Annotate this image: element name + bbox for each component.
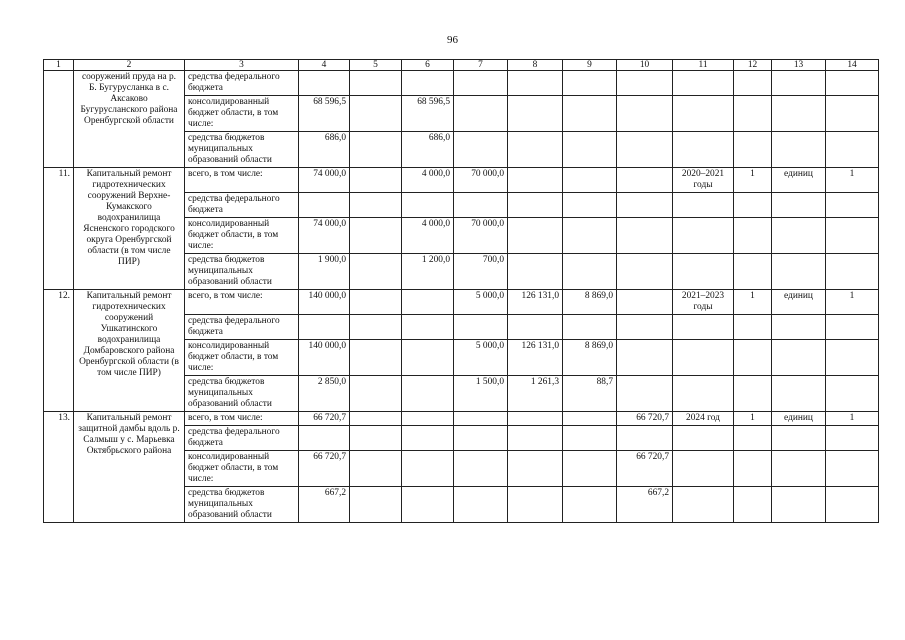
amount-c6-cell	[402, 426, 454, 451]
empty-cell	[454, 96, 508, 132]
period-cell: 2021–2023 годы	[673, 290, 734, 315]
amount-c9-cell: 8 869,0	[563, 290, 617, 315]
amount-c10-cell	[617, 254, 673, 290]
empty-cell	[826, 218, 879, 254]
amount-c4-cell: 667,2	[299, 487, 350, 523]
amount-c9-cell	[563, 193, 617, 218]
amount-c8-cell	[508, 218, 563, 254]
empty-cell	[772, 193, 826, 218]
empty-cell	[826, 132, 879, 168]
funding-source-cell: средства бюджетов муниципальных образований области	[185, 254, 299, 290]
amount-c8-cell	[508, 254, 563, 290]
amount-c8-cell	[508, 412, 563, 426]
amount-c5-cell	[350, 290, 402, 315]
amount-c7-cell	[454, 426, 508, 451]
amount-c9-cell	[563, 451, 617, 487]
amount-c9-cell	[563, 218, 617, 254]
amount-c7-cell: 5 000,0	[454, 340, 508, 376]
empty-cell	[673, 376, 734, 412]
amount-c7-cell: 70 000,0	[454, 218, 508, 254]
row-number-cell	[44, 71, 74, 168]
column-header: 5	[350, 60, 402, 71]
amount-c8-cell	[508, 168, 563, 193]
column-header: 9	[563, 60, 617, 71]
amount-c7-cell: 5 000,0	[454, 290, 508, 315]
amount-c6-cell: 4 000,0	[402, 218, 454, 254]
empty-cell	[826, 254, 879, 290]
amount-c10-cell: 66 720,7	[617, 451, 673, 487]
amount-c5-cell	[350, 487, 402, 523]
amount-c8-cell	[508, 426, 563, 451]
amount-c4-cell: 140 000,0	[299, 340, 350, 376]
empty-cell	[673, 218, 734, 254]
amount-c6-cell	[402, 290, 454, 315]
amount-c5-cell	[350, 315, 402, 340]
empty-cell	[673, 254, 734, 290]
empty-cell	[772, 340, 826, 376]
empty-cell	[454, 132, 508, 168]
funding-source-cell: всего, в том числе:	[185, 168, 299, 193]
amount-c10-cell	[617, 218, 673, 254]
empty-cell	[617, 96, 673, 132]
amount-col5-cell	[350, 96, 402, 132]
funding-source-cell: консолидированный бюджет области, в том числе:	[185, 340, 299, 376]
item-number-cell: 13.	[44, 412, 74, 523]
amount-c7-cell: 1 500,0	[454, 376, 508, 412]
funding-source-cell: средства федерального бюджета	[185, 426, 299, 451]
empty-cell	[826, 426, 879, 451]
table-row	[44, 71, 879, 96]
amount-c5-cell	[350, 218, 402, 254]
empty-cell	[734, 96, 772, 132]
amount-c4-cell	[299, 193, 350, 218]
empty-cell	[508, 71, 563, 96]
empty-cell	[673, 193, 734, 218]
amount-c9-cell	[563, 168, 617, 193]
quantity-cell: 1	[734, 412, 772, 426]
period-cell: 2024 год	[673, 412, 734, 426]
amount-c4-cell: 66 720,7	[299, 412, 350, 426]
empty-cell	[734, 426, 772, 451]
amount-c4-cell: 74 000,0	[299, 218, 350, 254]
empty-cell	[673, 132, 734, 168]
empty-cell	[617, 132, 673, 168]
amount-c6-cell	[402, 193, 454, 218]
empty-cell	[826, 193, 879, 218]
amount-c4-cell: 140 000,0	[299, 290, 350, 315]
empty-cell	[734, 132, 772, 168]
unit-cell: единиц	[772, 290, 826, 315]
empty-cell	[673, 451, 734, 487]
empty-cell	[772, 218, 826, 254]
empty-cell	[772, 451, 826, 487]
column-header: 7	[454, 60, 508, 71]
empty-cell	[826, 487, 879, 523]
empty-cell	[734, 376, 772, 412]
amount-c7-cell	[454, 487, 508, 523]
amount-c6-cell	[402, 315, 454, 340]
amount-c9-cell	[563, 412, 617, 426]
item-number-cell: 11.	[44, 168, 74, 290]
funding-source-cell: консолидированный бюджет области, в том числе:	[185, 451, 299, 487]
amount-c10-cell	[617, 340, 673, 376]
funding-source-cell: средства федерального бюджета	[185, 71, 299, 96]
empty-cell	[826, 376, 879, 412]
empty-cell	[673, 315, 734, 340]
amount-c7-cell	[454, 451, 508, 487]
empty-cell	[563, 96, 617, 132]
amount-c9-cell: 88,7	[563, 376, 617, 412]
amount-c5-cell	[350, 376, 402, 412]
amount-c7-cell	[454, 412, 508, 426]
column-header: 13	[772, 60, 826, 71]
empty-cell	[772, 254, 826, 290]
empty-cell	[508, 96, 563, 132]
amount-col4-cell: 68 596,5	[299, 96, 350, 132]
amount-c7-cell: 70 000,0	[454, 168, 508, 193]
object-name-cell: сооружений пруда на р. Б. Бугурусланка в с. Аксаково Бугурусланского района Оренбургской области	[74, 71, 185, 168]
page-number: 96	[447, 34, 458, 46]
amount-c9-cell	[563, 254, 617, 290]
empty-cell	[734, 340, 772, 376]
amount-c10-cell: 667,2	[617, 487, 673, 523]
empty-cell	[734, 315, 772, 340]
amount-c6-cell	[402, 412, 454, 426]
program-table	[43, 59, 879, 523]
amount-c8-cell: 1 261,3	[508, 376, 563, 412]
empty-cell	[826, 96, 879, 132]
amount-col4-cell: 686,0	[299, 132, 350, 168]
result-cell: 1	[826, 412, 879, 426]
empty-cell	[826, 451, 879, 487]
quantity-cell: 1	[734, 290, 772, 315]
column-number-row	[44, 60, 879, 71]
amount-c4-cell: 2 850,0	[299, 376, 350, 412]
amount-col5-cell	[350, 132, 402, 168]
amount-c5-cell	[350, 193, 402, 218]
object-name-cell: Капитальный ремонт гидротехнических сооружений Ушкатинского водохранилища Домбаровского района Оренбургской области (в том числе ПИР)	[74, 290, 185, 412]
funding-source-cell: консолидированный бюджет области, в том числе:	[185, 218, 299, 254]
empty-cell	[508, 132, 563, 168]
amount-c5-cell	[350, 168, 402, 193]
column-header: 14	[826, 60, 879, 71]
amount-c9-cell	[563, 426, 617, 451]
empty-cell	[673, 487, 734, 523]
amount-c6-cell	[402, 451, 454, 487]
column-header: 11	[673, 60, 734, 71]
empty-cell	[563, 71, 617, 96]
empty-cell	[673, 340, 734, 376]
amount-c10-cell	[617, 426, 673, 451]
amount-c4-cell	[299, 426, 350, 451]
amount-c6-cell	[402, 487, 454, 523]
empty-cell	[772, 96, 826, 132]
amount-col6-cell: 686,0	[402, 132, 454, 168]
amount-c7-cell	[454, 193, 508, 218]
amount-c4-cell	[299, 315, 350, 340]
funding-source-cell: средства бюджетов муниципальных образований области	[185, 487, 299, 523]
amount-c7-cell: 700,0	[454, 254, 508, 290]
amount-c10-cell	[617, 168, 673, 193]
amount-c8-cell: 126 131,0	[508, 340, 563, 376]
amount-c10-cell	[617, 290, 673, 315]
amount-c4-cell: 1 900,0	[299, 254, 350, 290]
amount-c5-cell	[350, 254, 402, 290]
unit-cell: единиц	[772, 168, 826, 193]
table-row	[44, 168, 879, 193]
result-cell: 1	[826, 168, 879, 193]
item-number-cell: 12.	[44, 290, 74, 412]
empty-cell	[772, 376, 826, 412]
empty-cell	[673, 71, 734, 96]
column-header: 10	[617, 60, 673, 71]
empty-cell	[734, 193, 772, 218]
object-name-cell: Капитальный ремонт гидротехнических сооружений Верхне-Кумакского водохранилища Ясненского городского округа Оренбургской области (в том числе ПИР)	[74, 168, 185, 290]
funding-source-cell: консолидированный бюджет области, в том числе:	[185, 96, 299, 132]
empty-cell	[673, 96, 734, 132]
table-row	[44, 290, 879, 315]
column-header: 6	[402, 60, 454, 71]
empty-cell	[673, 426, 734, 451]
funding-source-cell: средства федерального бюджета	[185, 193, 299, 218]
empty-cell	[563, 132, 617, 168]
amount-c8-cell	[508, 315, 563, 340]
empty-cell	[826, 71, 879, 96]
amount-c9-cell: 8 869,0	[563, 340, 617, 376]
empty-cell	[772, 315, 826, 340]
amount-c5-cell	[350, 451, 402, 487]
period-cell: 2020–2021 годы	[673, 168, 734, 193]
column-header: 2	[74, 60, 185, 71]
amount-c6-cell	[402, 376, 454, 412]
column-header: 12	[734, 60, 772, 71]
empty-cell	[617, 71, 673, 96]
quantity-cell: 1	[734, 168, 772, 193]
column-header: 1	[44, 60, 74, 71]
empty-cell	[734, 254, 772, 290]
amount-c8-cell	[508, 451, 563, 487]
amount-col4-cell	[299, 71, 350, 96]
amount-c5-cell	[350, 340, 402, 376]
column-header: 4	[299, 60, 350, 71]
empty-cell	[772, 487, 826, 523]
amount-c6-cell	[402, 340, 454, 376]
empty-cell	[454, 71, 508, 96]
amount-c8-cell: 126 131,0	[508, 290, 563, 315]
amount-col6-cell	[402, 71, 454, 96]
amount-c5-cell	[350, 412, 402, 426]
funding-source-cell: всего, в том числе:	[185, 290, 299, 315]
amount-c9-cell	[563, 315, 617, 340]
amount-c10-cell	[617, 193, 673, 218]
object-name-cell: Капитальный ремонт защитной дамбы вдоль р. Салмыш у с. Марьевка Октябрьского района	[74, 412, 185, 523]
funding-source-cell: средства бюджетов муниципальных образований области	[185, 376, 299, 412]
funding-source-cell: всего, в том числе:	[185, 412, 299, 426]
amount-c8-cell	[508, 487, 563, 523]
empty-cell	[734, 451, 772, 487]
empty-cell	[734, 71, 772, 96]
empty-cell	[826, 315, 879, 340]
empty-cell	[772, 71, 826, 96]
amount-c6-cell: 4 000,0	[402, 168, 454, 193]
amount-c9-cell	[563, 487, 617, 523]
amount-c7-cell	[454, 315, 508, 340]
column-header: 3	[185, 60, 299, 71]
unit-cell: единиц	[772, 412, 826, 426]
amount-c4-cell: 66 720,7	[299, 451, 350, 487]
table-row	[44, 412, 879, 426]
amount-c5-cell	[350, 426, 402, 451]
empty-cell	[734, 218, 772, 254]
amount-c10-cell: 66 720,7	[617, 412, 673, 426]
empty-cell	[772, 132, 826, 168]
amount-col6-cell: 68 596,5	[402, 96, 454, 132]
empty-cell	[772, 426, 826, 451]
empty-cell	[826, 340, 879, 376]
amount-c8-cell	[508, 193, 563, 218]
amount-c6-cell: 1 200,0	[402, 254, 454, 290]
amount-col5-cell	[350, 71, 402, 96]
column-header: 8	[508, 60, 563, 71]
amount-c4-cell: 74 000,0	[299, 168, 350, 193]
amount-c10-cell	[617, 315, 673, 340]
empty-cell	[734, 487, 772, 523]
funding-source-cell: средства федерального бюджета	[185, 315, 299, 340]
funding-source-cell: средства бюджетов муниципальных образований области	[185, 132, 299, 168]
result-cell: 1	[826, 290, 879, 315]
amount-c10-cell	[617, 376, 673, 412]
